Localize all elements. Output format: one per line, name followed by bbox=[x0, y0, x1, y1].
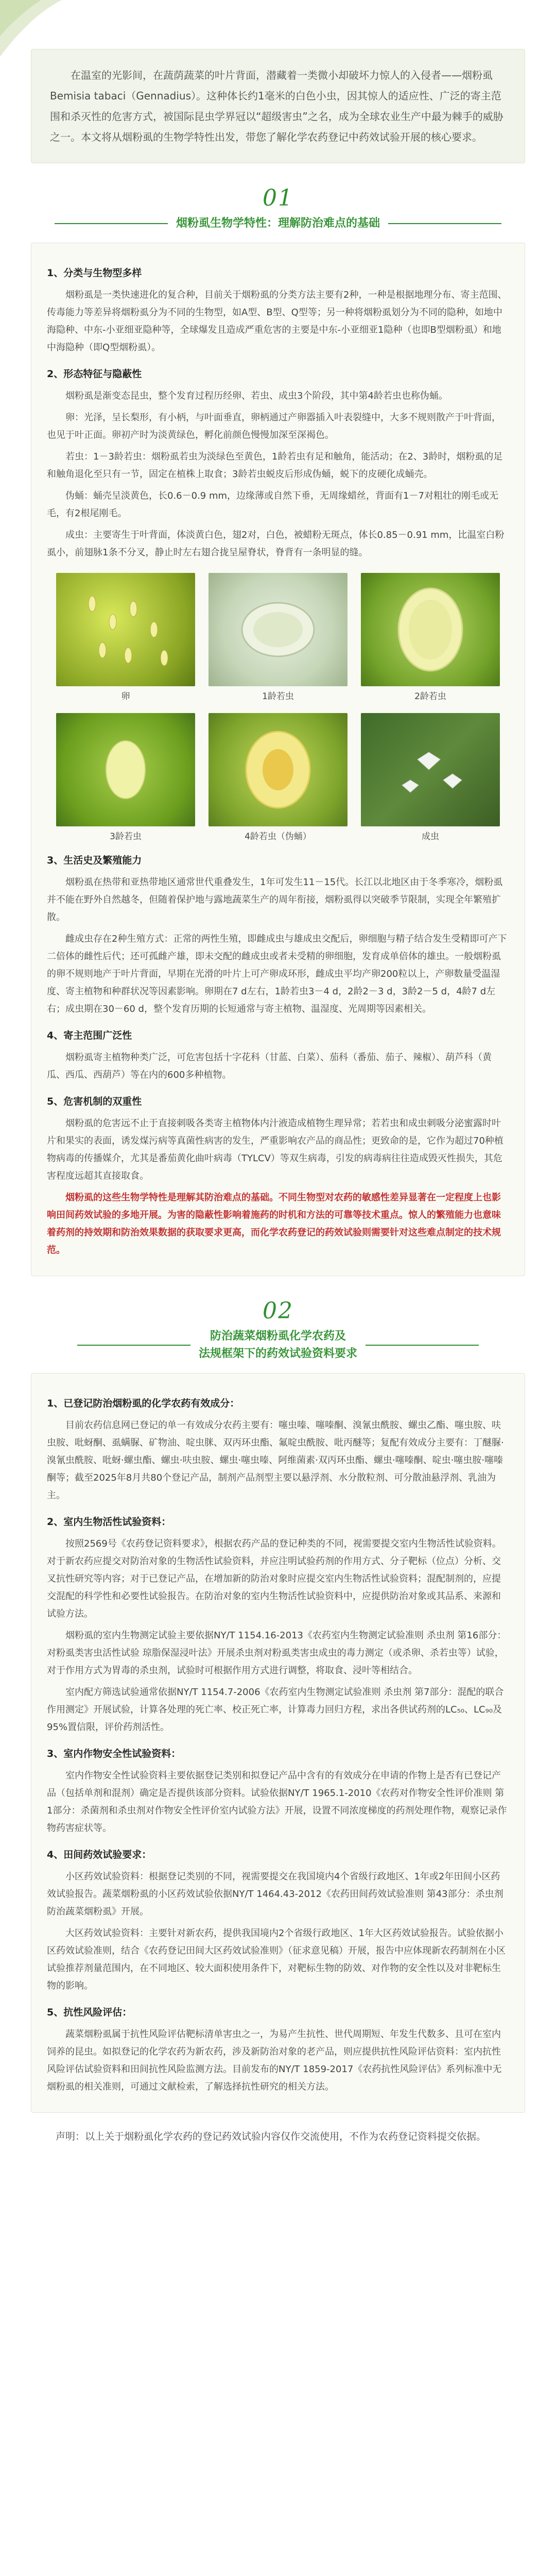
heading-host-range: 4、寄主范围广泛性 bbox=[47, 1030, 132, 1041]
caption: 3龄若虫 bbox=[110, 832, 142, 842]
pupa-image bbox=[208, 713, 348, 826]
heading-lab-bioactivity: 2、室内生物活性试验资料： bbox=[47, 1516, 171, 1528]
paragraph: 伪蛹：蛹壳呈淡黄色，长0.6－0.9 mm，边缘薄或自然下垂，无周缘蜡丝，背面有1－7对粗壮的刚毛或无毛，有2根尾刚毛。 bbox=[47, 490, 498, 519]
adult-image bbox=[361, 713, 500, 826]
gallery-item-egg bbox=[56, 573, 195, 703]
nymph-3-image bbox=[56, 713, 195, 826]
gallery-item-nymph-1 bbox=[208, 573, 348, 703]
title-rule-left bbox=[77, 1345, 190, 1346]
paragraph: 雌成虫存在2种生殖方式：正常的两性生殖，即雌成虫与雄成虫交配后，卵细胞与精子结合发生受精即可产下二倍体的雌性后代；还可孤雌产雄，即未交配的雌成虫或者未受精的卵细胞，发育成单倍体的雄虫。一般烟粉虱的卵不规则地产于叶片背面，早期在光滑的叶片上可产卵成环形，雌成虫平均产卵200粒以上，产卵数量受温湿度、寄主植物和种群状况等因素影响。卵期在7 d左右，1龄若虫3－4 d，2龄2－3 d，3龄2－5 d，4龄7 d左右；成虫期在30－60 d，整个发育历期的长短通常与寄主植物、温湿度、光周期等因素相关。 bbox=[47, 934, 507, 1014]
section-1-number: 01 bbox=[263, 185, 293, 211]
heading-resistance-risk: 5、抗性风险评估： bbox=[47, 2007, 132, 2018]
paragraph: 烟粉虱是一类快速进化的复合种，目前关于烟粉虱的分类方法主要有2种，一种是根据地理分布、寄主范围、传毒能力等差异将烟粉虱分为不同的生物型，如A型、B型、Q型等；另一种将烟粉虱划分为不同的隐种，如地中海隐种、中东-小亚细亚隐种等，全球爆发且造成严重危害的主要是中东-小亚细亚1隐种（也即B型烟粉虱）和地中海隐种（即Q型烟粉虱）。 bbox=[47, 290, 507, 353]
gallery-item-pupa bbox=[208, 713, 348, 843]
caption: 卵 bbox=[121, 691, 130, 702]
title-rule-right bbox=[366, 1345, 479, 1346]
article bbox=[31, 49, 525, 2146]
heading-field-efficacy: 4、田间药效试验要求： bbox=[47, 1849, 152, 1860]
caption: 成虫 bbox=[422, 832, 439, 842]
disclaimer: 声明：以上关于烟粉虱化学农药的登记药效试验内容仅作交流使用，不作为农药登记资料提交依据。 bbox=[56, 2131, 486, 2142]
paragraph: 按照2569号《农药登记资料要求》，根据农药产品的登记种类的不同，视需要提交室内生物活性试验资料。对于新农药应提交对防治对象的生物活性试验资料，并应注明试验药剂的作用方式、分子靶标（位点）分析、交叉抗性研究等内容；对于已登记产品，在增加新的防治对象时应提交室内生物活性试验资料；混配制剂的，应提交混配的科学性和必要性试验报告。在防治对象的室内生物活性试验资料中，应提供防治对象或其品系、来源和试验方法。 bbox=[47, 1538, 501, 1619]
gallery-item-adult bbox=[361, 713, 500, 843]
paragraph: 烟粉虱的危害远不止于直接刺吸各类寄主植物体内汁液造成植物生理异常；若若虫和成虫刺吸分泌蜜露时叶片和果实的表面，诱发煤污病等真菌性病害的发生，严重影响农产品的商品性；更致命的是，它作为超过70种植物病毒的传播媒介，尤其是番茄黄化曲叶病毒（TYLCV）等双生病毒，引发的病毒病往往造成毁灭性损失，其危害程度远超其直接取食。 bbox=[47, 1118, 503, 1181]
caption: 2龄若虫 bbox=[414, 691, 446, 702]
paragraph: 烟粉虱的室内生物测定试验主要依据NY/T 1154.16-2013《农药室内生物测定试验准则 杀虫剂 第16部分：对粉虱类害虫活性试验 琼脂保湿浸叶法》开展杀虫剂对粉虱类害虫成虫的毒力测定（或杀卵、杀若虫等）试验，对于作用方式为胃毒的杀虫剂，试验时可根据作用方式进行调整，将取食、浸叶等相结合。 bbox=[47, 1630, 507, 1676]
paragraph: 室内配方筛选试验通常依据NY/T 1154.7-2006《农药室内生物测定试验准则 杀虫剂 第7部分：混配的联合作用测定》开展试验，计算各处理的死亡率、校正死亡率，计算毒力回归方程，求出各供试药剂的LC₅₀、LC₉₀及95%置信限，评价药剂活性。 bbox=[47, 1687, 504, 1733]
egg-image bbox=[56, 573, 195, 686]
section-2-body bbox=[31, 1373, 525, 2113]
heading-registered-ingredients: 1、已登记防治烟粉虱的化学农药有效成分： bbox=[47, 1398, 240, 1409]
section-1-header bbox=[31, 184, 525, 232]
paragraph: 蔬菜烟粉虱属于抗性风险评估靶标清单害虫之一，为易产生抗性、世代周期短、年发生代数多、且可在室内饲养的昆虫。如拟登记的化学农药为新农药，涉及新防治对象的老产品，则应提供抗性风险评估资料：室内抗性风险评估试验资料和田间抗性风险监测方法。目前发布的NY/T 1859-2017《农药抗性风险评估》系列标准中无烟粉虱的相关准则，可通过文献检索，了解选择抗性研究的相关方法。 bbox=[47, 2029, 502, 2092]
paragraph: 目前农药信息网已登记的单一有效成分农药主要有：噻虫嗪、噻嗪酮、溴氰虫酰胺、螺虫乙酯、噻虫胺、呋虫胺、吡蚜酮、虱螨脲、矿物油、啶虫脒、双丙环虫酯、氟啶虫酰胺、吡丙醚等；复配有效成分主要有：丁醚脲·溴氰虫酰胺、吡蚜·螺虫酯、螺虫·呋虫胺、螺虫·噻虫嗪、阿维菌素·双丙环虫酯、螺虫·噻嗪酮、啶虫·噻虫胺·噻嗪酮等；截至2025年8月共80个登记产品，制剂产品剂型主要以悬浮剂、水分散粒剂、可分散油悬浮剂、乳油为主。 bbox=[47, 1420, 504, 1501]
paragraph: 卵：光泽，呈长梨形，有小柄，与叶面垂直，卵柄通过产卵器插入叶表裂缝中，大多不规则散产于叶背面，也见于叶正面。卵初产时为淡黄绿色，孵化前颜色慢慢加深至深褐色。 bbox=[47, 412, 501, 440]
caption: 1龄若虫 bbox=[262, 691, 294, 702]
life-stage-gallery bbox=[47, 573, 509, 843]
paragraph: 小区药效试验资料：根据登记类别的不同，视需要提交在我国境内4个省级行政地区、1年或2年田间小区药效试验报告。蔬菜烟粉虱的小区药效试验依据NY/T 1464.43-2012《农药田间药效试验准则 第43部分：杀虫剂防治蔬菜烟粉虱》开展。 bbox=[47, 1871, 503, 1917]
nymph-2-image bbox=[361, 573, 500, 686]
section-1-body bbox=[31, 243, 525, 1276]
paragraph: 烟粉虱寄主植物种类广泛，可危害包括十字花科（甘蓝、白菜）、茄科（番茄、茄子、辣椒）、葫芦科（黄瓜、西瓜、西葫芦）等在内的600多种植物。 bbox=[47, 1052, 492, 1080]
paragraph: 烟粉虱是渐变态昆虫，整个发育过程历经卵、若虫、成虫3个阶段，其中第4龄若虫也称伪蛹。 bbox=[65, 391, 448, 401]
paragraph: 室内作物安全性试验资料主要依据登记类别和拟登记产品中含有的有效成分在申请的作物上是否有已登记产品（包括单剂和混剂）确定是否提供该部分资料。试验依据NY/T 1965.1-2010《农药对作物安全性评价准则 第1部分：杀菌剂和杀虫剂对作物安全性评价室内试验方法》开展，设置不同浓度梯度的药剂处理作物，观察记录作物药害症状等。 bbox=[47, 1770, 507, 1834]
section-2-title: 防治蔬菜烟粉虱化学农药及 法规框架下的药效试验资料要求 bbox=[198, 1330, 357, 1360]
heading-life-history: 3、生活史及繁殖能力 bbox=[47, 855, 142, 866]
gallery-item-nymph-3 bbox=[56, 713, 195, 843]
paragraph: 烟粉虱在热带和亚热带地区通常世代重叠发生，1年可发生11－15代。长江以北地区由于冬季寒冷，烟粉虱并不能在野外自然越冬，但随着保护地与露地蔬菜生产的周年衔接，烟粉虱得以突破季节限制，实现全年繁殖扩散。 bbox=[47, 877, 503, 923]
nymph-1-image bbox=[208, 573, 348, 686]
section-1-title: 烟粉虱生物学特性：理解防治难点的基础 bbox=[176, 217, 380, 230]
heading-morphology: 2、形态特征与隐蔽性 bbox=[47, 368, 142, 380]
title-rule-right bbox=[388, 223, 501, 224]
section-2-header bbox=[31, 1297, 525, 1363]
heading-damage-mechanism: 5、危害机制的双重性 bbox=[47, 1096, 142, 1107]
highlight-paragraph: 烟粉虱的这些生物学特性是理解其防治难点的基础。不同生物型对农药的敏感性差异显著在一定程度上也影响田间药效试验的多地开展。为害的隐蔽性影响着施药的时机和方法的可靠等技术重点。惊人的繁殖能力也意味着药剂的持效期和防治效果数据的获取要求更高，而化学农药登记的药效试验则需要针对这些难点制定的技术规范。 bbox=[47, 1192, 501, 1256]
paragraph: 若虫：1－3龄若虫：烟粉虱若虫为淡绿色至黄色，1龄若虫有足和触角，能活动；在2、3龄时，烟粉虱的足和触角退化至只有一节，固定在植株上取食；3龄若虫蜕皮后形成伪蛹，蜕下的皮硬化成蛹壳。 bbox=[47, 451, 503, 480]
heading-classification: 1、分类与生物型多样 bbox=[47, 267, 142, 279]
caption: 4龄若虫（伪蛹） bbox=[245, 832, 311, 842]
intro-paragraph: 在温室的光影间，在蔬荫蔬菜的叶片背面，潜藏着一类微小却破坏力惊人的入侵者——烟粉虱Bemisia tabaci（Gennadius）。这种体长约1毫米的白色小虫，因其惊人的适应性、广泛的寄主范围和杀灭性的危害方式，被国际昆虫学界冠以“超级害虫”之名，成为全球农业生产中最为棘手的威胁之一。本文将从烟粉虱的生物学特性出发，带您了解化学农药登记中药效试验开展的核心要求。 bbox=[31, 49, 525, 163]
section-2-number: 02 bbox=[263, 1298, 293, 1324]
paragraph: 大区药效试验资料：主要针对新农药，提供我国境内2个省级行政地区、1年大区药效试验报告。试验依据小区药效试验准则，结合《农药登记田间大区药效试验准则》（征求意见稿）开展，报告中应体现新农药制剂在小区试验推荐剂量范围内，在不同地区、较大面积使用条件下，对靶标生物的防效、对作物的安全性以及对非靶标生物的影响。 bbox=[47, 1928, 506, 1991]
title-rule-left bbox=[55, 223, 168, 224]
gallery-item-nymph-2 bbox=[361, 573, 500, 703]
heading-crop-safety: 3、室内作物安全性试验资料： bbox=[47, 1748, 181, 1759]
paragraph: 成虫：主要寄生于叶背面，体淡黄白色，翅2对，白色，被蜡粉无斑点，体长0.85－0.91 mm，比温室白粉虱小，前翅脉1条不分叉，静止时左右翅合拢呈屋脊状，脊背有一条明显的缝。 bbox=[47, 530, 505, 558]
